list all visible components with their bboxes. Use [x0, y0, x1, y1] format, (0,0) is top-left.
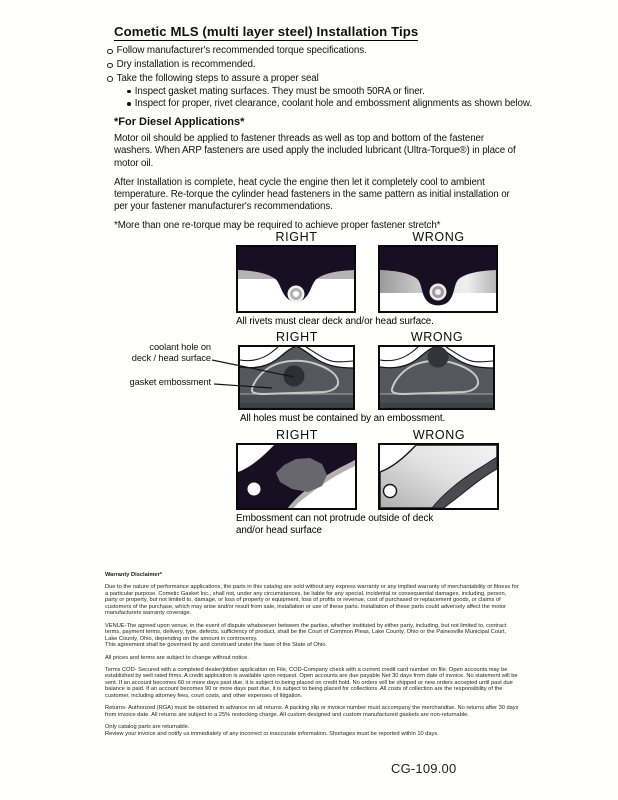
section-heading: *For Diesel Applications*	[114, 116, 245, 128]
disclaimer-paragraph: Due to the nature of performance applications, the parts in this catalog are sold without any express warranty or any implied warranty of merchantability or fitness for a particular purpose. Cometic Gasket Inc., shall not, under any circumstances, be liable for any special, incidental or consequential damages, including, person, party or property, but not limited to, damage, or loss of property or equipment, loss of profits or revenue, cost of purchased or replacement goods, or claims of customers of the purchase, which may arise and/or result from sale, installation or use of these parts. Installation of these parts could adversely affect the motor manufacturers warranty coverage.	[105, 584, 519, 617]
open-bullet-marker	[107, 49, 113, 55]
filled-bullet-marker	[127, 102, 131, 106]
row3-right-label: RIGHT	[276, 428, 318, 442]
diagram-protrude-right-panel	[236, 443, 357, 510]
row2-right-label: RIGHT	[276, 330, 318, 344]
terms-paragraph: Terms COD- Secured with a completed dealer/jobber application on File, COD-Company check with a current credit card number on file. Open accounts may be established by well rated firms. A credit application is available upon request. Open accounts are due payable Net 30 days from date of invoice. No statement will be sent. If an account becomes 60 or more days past due, it is subject to being placed on credit hold. No orders will be shipped or new orders accepted until past due balance is paid. If an account becomes 90 or more days past due, it is subject to being placed for collections. All costs of collection are the responsibility of the customer, including attorney fees, court costs, and other expenses of litigation.	[105, 666, 518, 699]
diesel-applications-section	[114, 116, 520, 240]
embossment-protrude-diagram	[380, 445, 497, 508]
leader-lines	[100, 336, 320, 406]
diesel-paragraph-2: After Installation is complete, heat cycle the engine then let it completely cool to ambient temperature. Re-torque the cylinder head fasteners in the same pattern as initial installation or per your fastener manufacturer's recommendations.	[114, 176, 510, 213]
catalog-parts-line: Only catalog parts are returnable.	[105, 724, 190, 731]
row2-wrong-label: WRONG	[410, 330, 464, 344]
list-item	[107, 44, 537, 58]
returns-paragraph: Returns- Authorized (RGA) must be obtained in advance on all returns. A packing slip or invoice number must accompany the merchandise. No returns after 30 days from invoice date. All returns are subject to a 25% restocking charge. All custom designed and custom manufactured gaskets are non-returnable.	[105, 705, 519, 718]
list-item	[107, 58, 537, 72]
list-item	[127, 86, 537, 98]
disclaimer-heading: Warranty Disclaimer*	[105, 572, 163, 578]
rivet-clear-diagram	[238, 247, 354, 311]
list-item	[107, 72, 537, 86]
filled-bullet-marker	[127, 90, 131, 94]
venue-paragraph: VENUE-The agreed upon venue, in the event of dispute whatsoever between the parties, whether instituted by either party, including, but not limited to, contract terms, payment terms, delivery, type, defects, sufficiency of product, shall be the Court of Common Pleas, Lake County, Ohio or the Painesville Municipal Court, Lake County, Ohio, depending on the amount in controversy.	[105, 622, 507, 642]
page-title: Cometic MLS (multi layer steel) Installation Tips	[114, 24, 419, 39]
list-item-text: Take the following steps to assure a proper seal	[116, 72, 319, 84]
list-item	[127, 98, 537, 110]
row3-wrong-label: WRONG	[412, 428, 466, 442]
hole-outside-diagram	[380, 347, 493, 408]
diesel-paragraph-1: Motor oil should be applied to fastener threads as well as top and bottom of the fastener washers. When ARP fasteners are used apply the included lubricant (Ultra-Torque®) in place of motor oil.	[114, 133, 516, 169]
rivet-interfere-diagram	[380, 247, 496, 311]
row3-caption: Embossment can not protrude outside of deck and/or head surface	[236, 513, 434, 536]
embossment-inside-diagram	[238, 445, 355, 508]
list-item-text: Inspect for proper, rivet clearance, coolant hole and embossment alignments as shown below.	[134, 97, 532, 109]
retorque-note: *More than one re-torque may be required to achieve proper fastener stretch*	[114, 220, 441, 232]
open-bullet-marker	[107, 76, 113, 82]
open-bullet-marker	[107, 63, 113, 69]
sub-list	[127, 86, 537, 110]
row2-caption: All holes must be contained by an embossment.	[240, 413, 446, 424]
governing-law-line: This agreement shall be governed by and construed under the laws of the State of Ohio.	[105, 642, 327, 649]
row1-right-label: RIGHT	[275, 230, 318, 244]
coolant-hole-label: coolant hole on deck / head surface	[131, 342, 211, 363]
bolt-hole-icon	[248, 483, 261, 496]
prices-terms-line: All prices and terms are subject to change without notice.	[105, 654, 249, 661]
document-number: CG-109.00	[391, 761, 457, 776]
coolant-hole-icon	[428, 347, 449, 368]
gasket-embossment-label: gasket embossment	[129, 377, 211, 387]
list-item-text: Inspect gasket mating surfaces. They must be smooth 50RA or finer.	[134, 85, 425, 97]
diagram-rivet-right-panel	[236, 245, 356, 313]
installation-tips-list	[107, 44, 537, 110]
diagram-protrude-wrong-panel	[378, 443, 499, 510]
diagram-rivet-wrong-panel	[378, 245, 498, 313]
list-item-text: Dry installation is recommended.	[116, 58, 256, 70]
list-item-text: Follow manufacturer's recommended torque specifications.	[116, 45, 367, 56]
warranty-disclaimer-section	[105, 572, 519, 737]
review-invoice-line: Review your invoice and notify us immediately of any incorrect or inaccurate information. Shortages must be reported within 10 days.	[105, 730, 439, 737]
row1-wrong-label: WRONG	[412, 230, 465, 244]
diagram-embossment-wrong-panel	[378, 345, 495, 410]
bolt-hole-icon	[384, 485, 397, 498]
row1-caption: All rivets must clear deck and/or head surface.	[236, 316, 434, 327]
